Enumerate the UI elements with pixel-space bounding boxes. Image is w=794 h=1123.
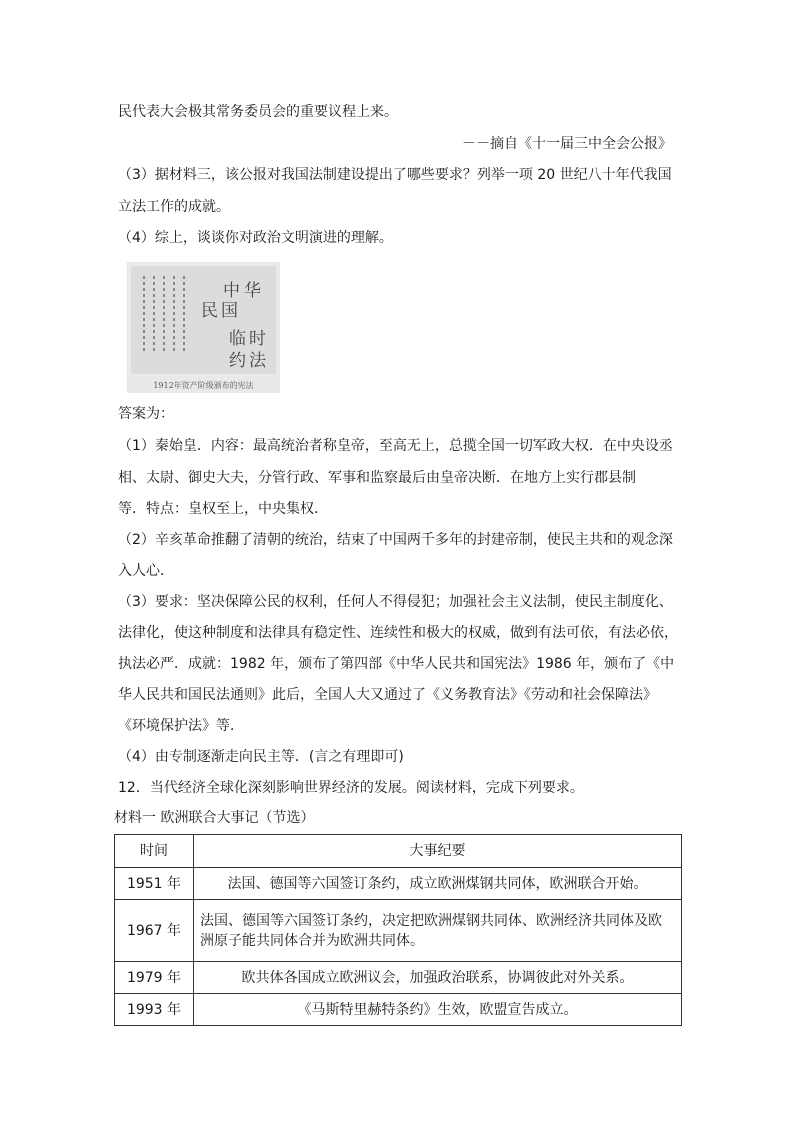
table-row <box>115 868 682 900</box>
row-event-line2: 洲原子能共同体合并为欧洲共同体。 <box>200 932 424 949</box>
answer-2-line2: 入人心． <box>118 563 174 579</box>
source-citation: －－摘自《十一届三中全会公报》 <box>462 136 672 152</box>
material-1-title: 材料一 欧洲联合大事记（节选） <box>114 810 315 826</box>
table-row <box>115 962 682 994</box>
table-header-row <box>115 835 682 868</box>
answer-1-line3: 等．特点：皇权至上，中央集权． <box>118 501 328 517</box>
table-row <box>115 900 682 962</box>
answer-4: （4）由专制逐渐走向民主等．(言之有理即可) <box>118 749 404 765</box>
table-row <box>115 994 682 1026</box>
question-3-line1: （3）据材料三，该公报对我国法制建设提出了哪些要求？列举一项 20 世纪八十年代我国 <box>118 167 672 183</box>
answer-3-line3: 执法必严．成就：1982 年，颁布了第四部《中华人民共和国宪法》1986 年，颁布了《中 <box>118 656 675 672</box>
photo-caption: 1912年资产阶级颁布的宪法 <box>153 381 254 390</box>
row-year: 1951 年 <box>115 868 194 900</box>
photo-char: 约 <box>229 351 246 371</box>
photo-char: 法 <box>249 351 266 371</box>
photo-char: 民 <box>201 301 218 321</box>
photo-char: 时 <box>249 329 266 349</box>
text-line: 民代表大会极其常务委员会的重要议程上来。 <box>118 104 398 120</box>
row-event: 法国、德国等六国签订条约，成立欧洲煤钢共同体，欧洲联合开始。 <box>194 868 682 900</box>
question-3-line2: 立法工作的成就。 <box>118 199 230 215</box>
constitution-photo <box>127 262 280 393</box>
photo-char: 中 <box>223 281 240 301</box>
row-event: 欧共体各国成立欧洲议会，加强政治联系，协调彼此对外关系。 <box>194 962 682 994</box>
photo-char: 国 <box>221 301 238 321</box>
question-12-intro: 12．当代经济全球化深刻影响世界经济的发展。阅读材料，完成下列要求。 <box>118 780 584 796</box>
answer-3-line5: 《环境保护法》等． <box>118 718 244 734</box>
row-event: 《马斯特里赫特条约》生效，欧盟宣告成立。 <box>194 994 682 1026</box>
photo-char: 华 <box>244 281 261 301</box>
answer-3-line1: （3）要求：坚决保障公民的权利，任何人不得侵犯；加强社会主义法制，使民主制度化、 <box>118 594 673 610</box>
header-events: 大事纪要 <box>194 835 682 868</box>
photo-char: 临 <box>229 329 246 349</box>
answer-3-line4: 华人民共和国民法通则》此后，全国人大又通过了《义务教育法》《劳动和社会保障法》 <box>118 687 657 703</box>
answer-3-line2: 法律化，使这种制度和法律具有稳定性、连续性和极大的权威，做到有法可依，有法必依， <box>118 625 678 641</box>
row-year: 1979 年 <box>115 962 194 994</box>
answers-heading: 答案为： <box>118 406 174 422</box>
row-event-line1: 法国、德国等六国签订条约，决定把欧洲煤钢共同体、欧洲经济共同体及欧 <box>200 912 662 929</box>
answer-1-line1: （1）秦始皇．内容：最高统治者称皇帝，至高无上，总揽全国一切军政大权．在中央设丞 <box>118 438 673 454</box>
events-table <box>114 834 682 1026</box>
row-year: 1967 年 <box>115 900 194 962</box>
answer-1-line2: 相、太尉、御史大夫，分管行政、军事和监察最后由皇帝决断．在地方上实行郡县制 <box>118 470 636 486</box>
row-year: 1993 年 <box>115 994 194 1026</box>
header-time: 时间 <box>115 835 194 868</box>
answer-2-line1: （2）辛亥革命推翻了清朝的统治，结束了中国两千多年的封建帝制，使民主共和的观念深 <box>118 532 673 548</box>
question-4: （4）综上，谈谈你对政治文明演进的理解。 <box>118 230 393 246</box>
row-event <box>194 900 682 962</box>
